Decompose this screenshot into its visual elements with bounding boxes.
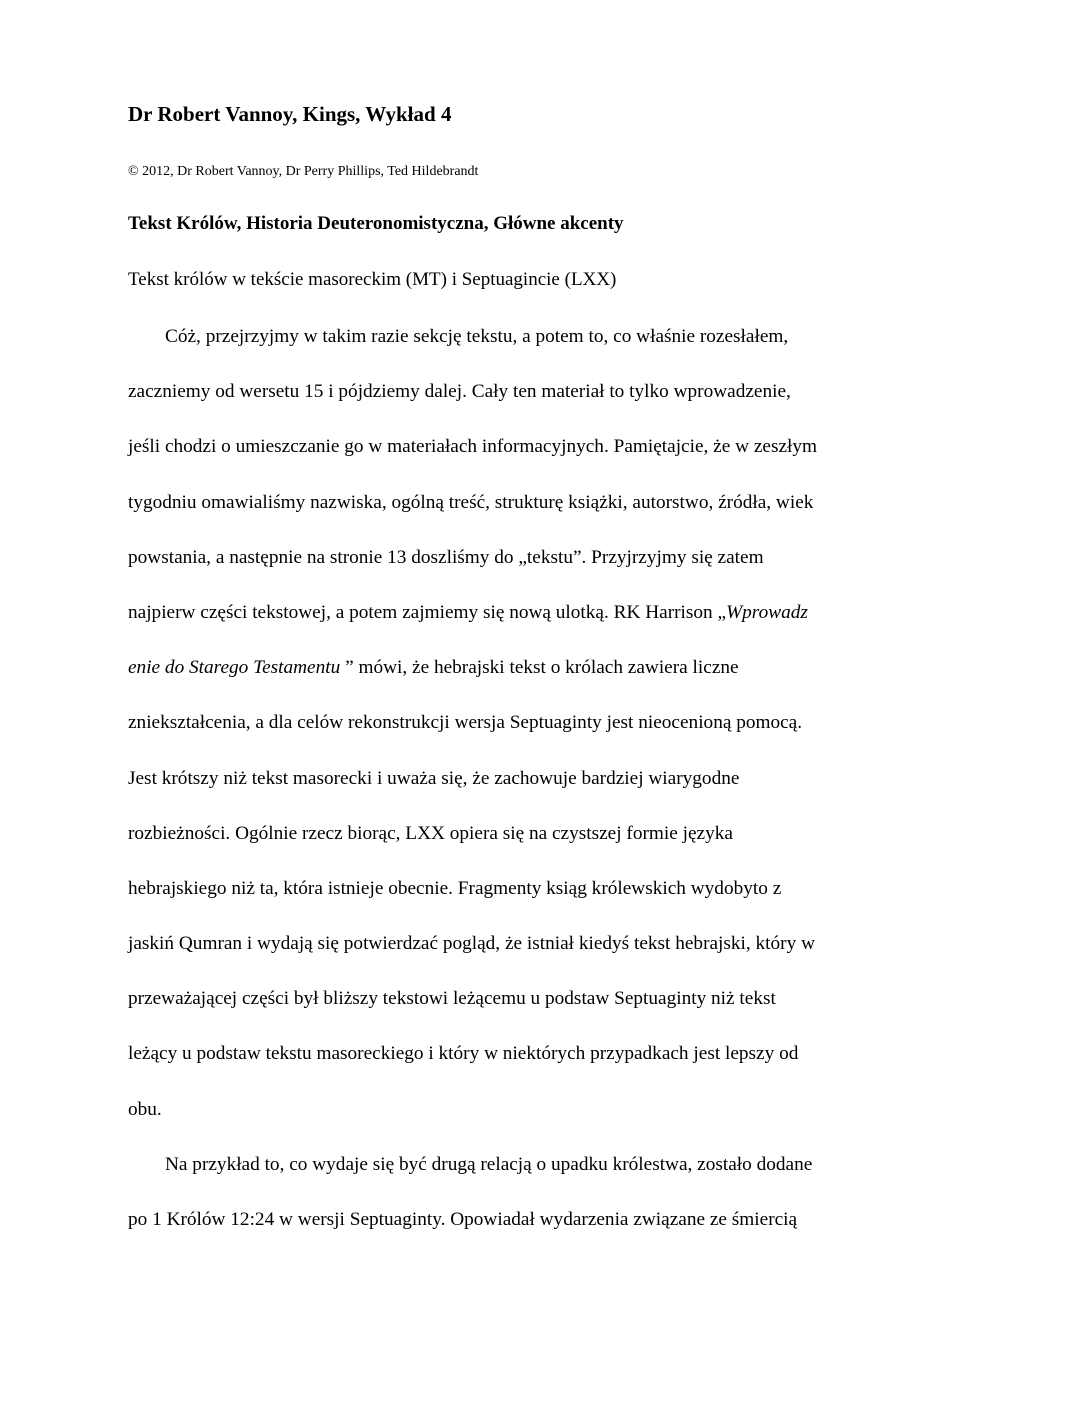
text-segment: ” mówi, że hebrajski tekst o królach zawiera liczne [340,657,739,679]
text-line: po 1 Królów 12:24 w wersji Septuaginty. Opowiadał wydarzenia związane ze śmiercią [128,1209,798,1230]
text-line: jaskiń Qumran i wydają się potwierdzać pogląd, że istniał kiedyś tekst hebrajski, który w [128,933,815,955]
text-line [128,655,968,710]
text-line: Jest krótszy niż tekst masorecki i uważa się, że zachowuje bardziej wiarygodne [128,767,740,789]
text-line: przeważającej części był bliższy tekstowi leżącemu u podstaw Septuaginty niż tekst [128,988,776,1010]
text-line: tygodniu omawialiśmy nazwiska, ogólną treść, strukturę książki, autorstwo, źródła, wiek [128,491,814,513]
text-line: rozbieżności. Ogólnie rzecz biorąc, LXX opiera się na czystszej formie języka [128,822,733,844]
text-line [128,600,968,655]
subheading: Tekst królów w tekście masoreckim (MT) i Septuagincie (LXX) [128,269,617,290]
body-text [128,324,968,1262]
text-line: zniekształcenia, a dla celów rekonstrukcji wersja Septuaginty jest nieocenioną pomocą. [128,712,803,734]
text-line: hebrajskiego niż ta, która istnieje obecnie. Fragmenty ksiąg królewskich wydobyto z [128,877,782,899]
book-title-part: Wprowadz [726,601,808,623]
text-line: Na przykład to, co wydaje się być drugą relacją o upadku królestwa, zostało dodane [165,1153,813,1175]
book-title-part: enie do Starego Testamentu [128,657,341,679]
text-line: leżący u podstaw tekstu masoreckiego i który w niektórych przypadkach jest lepszy od [128,1043,799,1065]
text-line: jeśli chodzi o umieszczanie go w materiałach informacyjnych. Pamiętajcie, że w zeszłym [128,436,818,458]
copyright-notice: © 2012, Dr Robert Vannoy, Dr Perry Phillips, Ted Hildebrandt [128,164,479,179]
text-line: obu. [128,1098,162,1120]
document-title: Dr Robert Vannoy, Kings, Wykład 4 [128,102,452,126]
text-line: powstania, a następnie na stronie 13 doszliśmy do „tekstu”. Przyjrzyjmy się zatem [128,546,764,568]
text-line: Cóż, przejrzyjmy w takim razie sekcję tekstu, a potem to, co właśnie rozesłałem, [165,326,789,347]
text-line: zaczniemy od wersetu 15 i pójdziemy dalej. Cały ten materiał to tylko wprowadzenie, [128,381,791,403]
text-segment: najpierw części tekstowej, a potem zajmiemy się nową ulotką. RK Harrison „ [128,601,727,623]
section-heading: Tekst Królów, Historia Deuteronomistyczna, Główne akcenty [128,213,624,234]
